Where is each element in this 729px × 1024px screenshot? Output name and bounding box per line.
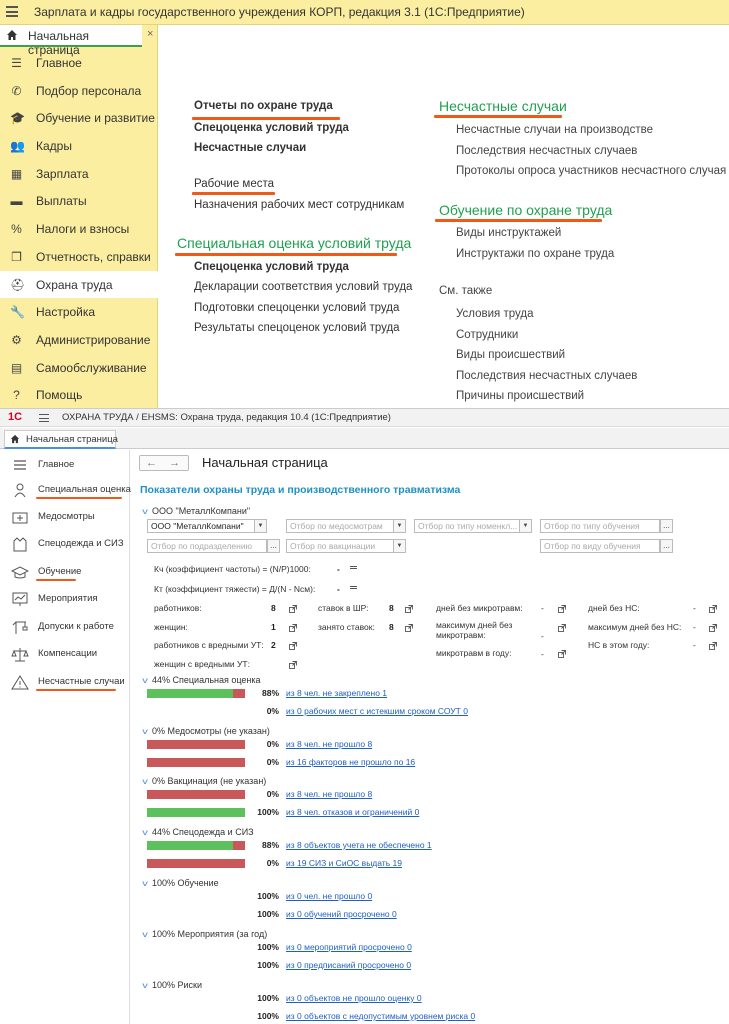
indicator-link[interactable]: из 8 чел. не прошло 8	[286, 739, 373, 749]
indicator-link[interactable]: из 0 мероприятий просрочено 0	[286, 942, 412, 952]
sidebar-item-label: Обучение	[38, 566, 82, 577]
training-kind-filter[interactable]	[540, 539, 660, 553]
group-organization-label: ООО "МеталлКомпани"	[152, 506, 251, 516]
chevron-down-icon: v	[142, 930, 148, 939]
indicator-link[interactable]: из 19 СИЗ и СиОС выдать 19	[286, 858, 402, 868]
highlight-underline	[36, 579, 76, 581]
open-link-icon[interactable]	[405, 624, 413, 632]
crane-icon	[11, 619, 29, 635]
sidebar-item-2[interactable]	[0, 104, 158, 132]
occupied-label: занято ставок:	[318, 622, 375, 632]
list-icon: ☰	[11, 56, 22, 70]
tab-home[interactable]	[4, 430, 116, 449]
helmet-icon: ⛑	[10, 277, 26, 292]
1c-logo: 1С	[8, 411, 23, 423]
vaccination-filter-placeholder: Отбор по вакцинации	[290, 541, 376, 551]
percent-value: 100%	[257, 960, 279, 970]
women-label: женщин:	[154, 622, 188, 632]
sidebar-item-label: Мероприятия	[38, 593, 98, 604]
kch-value: -	[337, 564, 340, 574]
tab-home-label: Начальная страница	[26, 434, 118, 445]
link-preparations[interactable]: Подготовки спецоценки условий труда	[194, 302, 400, 314]
progress-bar	[147, 859, 245, 868]
indicator-link[interactable]: из 0 объектов с недопустимым уровнем риска 0	[286, 1011, 476, 1021]
max-ns-label: максимум дней без НС:	[588, 622, 682, 632]
section-title: 0% Вакцинация (не указан)	[152, 776, 267, 786]
progress-bar	[147, 808, 245, 817]
chevron-down-icon: v	[142, 777, 148, 786]
sidebar-item-label: Администрирование	[36, 332, 151, 347]
workers-label: работников:	[154, 603, 202, 613]
link-briefings[interactable]: Инструктажи по охране труда	[456, 248, 615, 260]
max-ns-value: -	[693, 622, 696, 632]
training-kind-filter-placeholder: Отбор по виду обучения	[544, 541, 641, 551]
phone-icon: ✆	[11, 83, 22, 98]
sidebar-item-7[interactable]	[0, 243, 158, 271]
sidebar-item-label: Спецодежда и СИЗ	[38, 538, 124, 549]
progress-fill	[147, 808, 245, 817]
percent-value: 0%	[266, 706, 279, 716]
highlight-underline	[192, 117, 340, 120]
department-filter[interactable]	[147, 539, 267, 553]
top-main	[159, 25, 729, 408]
training-type-filter[interactable]	[540, 519, 660, 533]
organization-select-value: ООО "МеталлКомпани"	[151, 521, 244, 531]
kt-value: -	[337, 584, 340, 594]
progress-bar	[147, 689, 245, 698]
sidebar-item-9[interactable]	[0, 298, 158, 326]
kch-label: Кч (коэффициент частоты) = (N/P)1000:	[154, 564, 311, 574]
indicator-link[interactable]: из 0 объектов не прошло оценку 0	[286, 993, 422, 1003]
max-micro-value: -	[541, 631, 544, 641]
home-icon	[10, 434, 20, 444]
sidebar-item-label: Отчетность, справки	[36, 249, 151, 264]
highlight-underline	[36, 689, 116, 691]
indicator-link[interactable]: из 0 рабочих мест с истекшим сроком СОУТ 0	[286, 706, 468, 716]
people-icon: 👥	[10, 139, 25, 154]
micro-year-label: микротравм в году:	[436, 648, 512, 658]
section-training: Обучение по охране труда	[439, 202, 613, 218]
progress-bar	[147, 841, 245, 850]
section-workplaces[interactable]: Рабочие места	[194, 178, 275, 190]
percent-value: 0%	[266, 757, 279, 767]
sidebar-item-label: Зарплата	[36, 166, 89, 181]
department-filter-placeholder: Отбор по подразделению	[151, 541, 252, 551]
percent-value: 88%	[261, 688, 279, 698]
open-link-icon[interactable]	[709, 624, 717, 632]
sidebar-item-label: Самообслуживание	[36, 360, 147, 375]
training-type-more-button[interactable]: ...	[660, 519, 673, 533]
equals-icon[interactable]	[350, 586, 357, 589]
workers-value: 8	[271, 603, 276, 613]
medical-filter-placeholder: Отбор по медосмотрам	[290, 521, 383, 531]
sidebar-item-label: Медосмотры	[38, 511, 95, 522]
section-header[interactable]	[143, 878, 219, 888]
section-header[interactable]	[143, 675, 261, 685]
link-consequences2[interactable]: Последствия несчастных случаев	[456, 370, 638, 382]
section-header[interactable]	[143, 776, 266, 786]
back-arrow-icon[interactable]: ←	[146, 457, 157, 469]
sidebar-item-5[interactable]	[0, 588, 130, 610]
sidebar-item-label: Настройка	[36, 305, 96, 320]
progress-fill	[147, 689, 233, 698]
women-value: 1	[271, 622, 276, 632]
chevron-down-icon: v	[142, 879, 148, 888]
percent-value: 100%	[257, 1011, 279, 1021]
warning-icon	[11, 674, 29, 690]
indicator-link[interactable]: из 0 чел. не прошло 0	[286, 891, 373, 901]
documents-icon: ❐	[11, 249, 22, 264]
list-icon	[11, 457, 29, 473]
top-nav	[0, 49, 158, 408]
top-window	[0, 0, 729, 408]
jacket-icon	[11, 536, 29, 552]
sidebar-item-4[interactable]	[0, 160, 158, 188]
section-sout: Специальная оценка условий труда	[177, 235, 412, 251]
days-ns-label: дней без НС:	[588, 603, 640, 613]
section-accidents: Несчастные случаи	[439, 98, 567, 114]
organization-select[interactable]	[147, 519, 267, 533]
sidebar-item-1[interactable]	[0, 479, 130, 501]
sidebar-item-4[interactable]	[0, 561, 130, 583]
section-title: 44% Специальная оценка	[152, 675, 261, 685]
vaccination-filter[interactable]	[286, 539, 406, 553]
ns-year-value: -	[693, 640, 696, 650]
percent-value: 0%	[266, 858, 279, 868]
bottom-titlebar	[0, 409, 729, 427]
sidebar-item-5[interactable]	[0, 187, 158, 215]
occupied-value: 8	[389, 622, 394, 632]
highlight-underline	[36, 497, 122, 499]
link-consequences[interactable]: Последствия несчастных случаев	[456, 145, 638, 157]
close-icon[interactable]: ×	[147, 28, 154, 40]
indicator-link[interactable]: из 8 объектов учета не обеспечено 1	[286, 840, 432, 850]
open-link-icon[interactable]	[558, 650, 566, 658]
rates-value: 8	[389, 603, 394, 613]
sidebar-item-3[interactable]	[0, 533, 130, 555]
open-link-icon[interactable]	[709, 642, 717, 650]
link-conditions[interactable]: Условия труда	[456, 308, 534, 320]
sidebar-item-3[interactable]	[0, 132, 158, 160]
department-more-button[interactable]: ...	[267, 539, 280, 553]
bottom-window	[0, 408, 729, 1024]
section-header[interactable]	[143, 929, 267, 939]
open-link-icon[interactable]	[558, 624, 566, 632]
dropdown-icon[interactable]: ▼	[393, 540, 405, 552]
progress-fill	[147, 841, 233, 850]
sidebar-item-label: Несчастные случаи	[38, 676, 125, 687]
percent-value: 0%	[266, 739, 279, 749]
link-incident-types[interactable]: Виды происшествий	[456, 349, 566, 361]
highlight-underline	[435, 219, 602, 222]
bottom-sidebar	[0, 450, 130, 1024]
sidebar-item-2[interactable]	[0, 506, 130, 528]
page-title: Начальная страница	[202, 455, 328, 470]
sidebar-item-label: Главное	[36, 56, 82, 70]
dropdown-icon[interactable]: ▼	[519, 520, 531, 532]
sidebar-item-label: Главное	[38, 459, 75, 470]
percent-value: 0%	[266, 789, 279, 799]
nomenclature-filter-placeholder: Отбор по типу номенкл...	[418, 521, 518, 531]
link-reports[interactable]: Отчеты по охране труда	[194, 100, 333, 112]
percent-icon: %	[11, 222, 22, 237]
kt-label: Кт (коэффициент тяжести) = Д/(N - Nсм):	[154, 584, 316, 594]
sidebar-item-label: Допуски к работе	[38, 621, 114, 632]
open-link-icon[interactable]	[709, 605, 717, 613]
medical-kit-icon	[11, 509, 29, 525]
sidebar-item-label: Обучение и развитие	[36, 111, 155, 126]
sidebar-item-label: Специальная оценка	[38, 484, 131, 495]
link-causes[interactable]: Причины происшествий	[456, 390, 585, 402]
indicator-link[interactable]: из 16 факторов не прошло по 16	[286, 757, 416, 767]
days-micro-value: -	[541, 603, 544, 613]
sidebar-item-7[interactable]	[0, 643, 130, 665]
presentation-icon	[11, 591, 29, 607]
percent-value: 100%	[257, 891, 279, 901]
top-sidebar	[0, 25, 158, 408]
sidebar-item-label: Компенсации	[38, 648, 98, 659]
dropdown-icon[interactable]: ▼	[254, 520, 266, 532]
see-also-heading: См. также	[439, 285, 493, 297]
home-icon	[6, 29, 18, 41]
tab-home-label: Начальная страница	[28, 29, 90, 57]
link-briefing-types[interactable]: Виды инструктажей	[456, 227, 562, 239]
section-title: 0% Медосмотры (не указан)	[152, 726, 270, 736]
chevron-down-icon: v	[142, 981, 148, 990]
indicator-link[interactable]: из 8 чел. не закреплено 1	[286, 688, 388, 698]
bottom-window-title: ОХРАНА ТРУДА / EHSMS: Охрана труда, редакция 10.4 (1С:Предприятие)	[62, 412, 391, 423]
question-icon: ?	[13, 388, 20, 403]
worker-icon	[11, 482, 29, 498]
group-organization[interactable]	[143, 506, 250, 516]
sidebar-item-8[interactable]	[0, 271, 158, 299]
nav-buttons	[139, 455, 189, 471]
section-header[interactable]	[143, 827, 254, 837]
rates-label: ставок в ШР:	[318, 603, 369, 613]
section-title: 100% Риски	[152, 980, 203, 990]
highlight-underline	[434, 115, 562, 118]
menu-icon[interactable]	[6, 6, 18, 17]
indicator-link[interactable]: из 8 чел. не прошло 8	[286, 789, 373, 799]
open-link-icon[interactable]	[405, 605, 413, 613]
link-protocols[interactable]: Протоколы опроса участников несчастного случая	[456, 165, 727, 177]
section-header[interactable]	[143, 726, 270, 736]
open-link-icon[interactable]	[289, 642, 297, 650]
menu-icon[interactable]	[39, 414, 49, 422]
wrench-icon: 🔧	[10, 305, 25, 320]
open-link-icon[interactable]	[289, 624, 297, 632]
calculator-icon: ▦	[10, 166, 23, 181]
graduation-cap-icon: 🎓	[10, 111, 25, 126]
harmful-label: работников с вредными УТ:	[154, 640, 264, 650]
link-assign-workplaces[interactable]: Назначения рабочих мест сотрудникам	[194, 199, 405, 211]
top-titlebar	[0, 0, 729, 25]
sidebar-item-label: Помощь	[36, 388, 83, 403]
section-title: 100% Мероприятия (за год)	[152, 929, 268, 939]
bottom-main	[131, 450, 729, 1024]
days-micro-label: дней без микротравм:	[436, 603, 523, 613]
chevron-down-icon: v	[142, 727, 148, 736]
percent-value: 88%	[261, 840, 279, 850]
open-link-icon[interactable]	[289, 661, 297, 669]
progress-bar	[147, 740, 245, 749]
chevron-down-icon: v	[142, 828, 148, 837]
sidebar-item-6[interactable]	[0, 215, 158, 243]
percent-value: 100%	[257, 942, 279, 952]
progress-bar	[147, 790, 245, 799]
section-header[interactable]	[143, 980, 202, 990]
sidebar-item-10[interactable]	[0, 326, 158, 354]
link-employees[interactable]: Сотрудники	[456, 329, 519, 341]
sidebar-item-8[interactable]	[0, 671, 130, 693]
forward-arrow-icon[interactable]: →	[169, 457, 180, 469]
max-micro-label: максимум дней без микротравм:	[436, 620, 513, 640]
sidebar-item-label: Охрана труда	[36, 277, 113, 292]
percent-value: 100%	[257, 807, 279, 817]
training-kind-more-button[interactable]: ...	[660, 539, 673, 553]
dashboard-title: Показатели охраны труда и производственного травматизма	[140, 484, 461, 496]
days-ns-value: -	[693, 603, 696, 613]
equals-icon[interactable]	[350, 566, 357, 569]
highlight-underline	[175, 253, 397, 256]
training-type-filter-placeholder: Отбор по типу обучения	[544, 521, 640, 531]
sidebar-item-label: Подбор персонала	[36, 83, 142, 98]
link-declarations[interactable]: Декларации соответствия условий труда	[194, 281, 413, 293]
link-sout[interactable]: Спецоценка условий труда	[194, 122, 349, 134]
bottom-tabbar	[0, 428, 729, 449]
highlight-underline	[192, 192, 275, 195]
nomenclature-filter[interactable]	[414, 519, 532, 533]
medical-filter[interactable]	[286, 519, 406, 533]
percent-value: 100%	[257, 909, 279, 919]
indicator-link[interactable]: из 0 обучений просрочено 0	[286, 909, 397, 919]
progress-bar	[147, 758, 245, 767]
open-link-icon[interactable]	[558, 605, 566, 613]
link-sout2[interactable]: Спецоценка условий труда	[194, 261, 349, 273]
sidebar-item-label: Выплаты	[36, 194, 87, 209]
gear-icon: ⚙	[11, 332, 22, 347]
tab-home[interactable]	[0, 25, 142, 57]
section-title: 44% Спецодежда и СИЗ	[152, 827, 254, 837]
chevron-down-icon: v	[142, 507, 148, 516]
wallet-icon: ▬	[10, 194, 23, 209]
indicator-link[interactable]: из 8 чел. отказов и ограничений 0	[286, 807, 420, 817]
indicator-link[interactable]: из 0 предписаний просрочено 0	[286, 960, 412, 970]
sidebar-item-label: Кадры	[36, 139, 72, 154]
sidebar-item-6[interactable]	[0, 616, 130, 638]
link-results[interactable]: Результаты спецоценок условий труда	[194, 322, 400, 334]
dropdown-icon[interactable]: ▼	[393, 520, 405, 532]
sidebar-item-12[interactable]	[0, 381, 158, 408]
sidebar-item-11[interactable]	[0, 354, 158, 382]
link-accidents[interactable]: Несчастные случаи	[194, 142, 307, 154]
ns-year-label: НС в этом году:	[588, 640, 650, 650]
graduation-cap-icon	[11, 564, 29, 580]
link-production-accidents[interactable]: Несчастные случаи на производстве	[456, 124, 654, 136]
card-icon: ▤	[10, 360, 23, 375]
open-link-icon[interactable]	[289, 605, 297, 613]
sidebar-item-0[interactable]	[0, 454, 130, 476]
sidebar-item-0[interactable]	[0, 49, 158, 77]
top-window-title: Зарплата и кадры государственного учреждения КОРП, редакция 3.1 (1С:Предприятие)	[34, 5, 525, 19]
sidebar-item-1[interactable]	[0, 77, 158, 105]
harmful-value: 2	[271, 640, 276, 650]
chevron-down-icon: v	[142, 676, 148, 685]
women-harmful-label: женщин с вредными УТ:	[154, 659, 250, 669]
scales-icon	[11, 646, 29, 662]
section-title: 100% Обучение	[152, 878, 219, 888]
percent-value: 100%	[257, 993, 279, 1003]
micro-year-value: -	[541, 649, 544, 659]
sidebar-item-label: Налоги и взносы	[36, 222, 130, 237]
